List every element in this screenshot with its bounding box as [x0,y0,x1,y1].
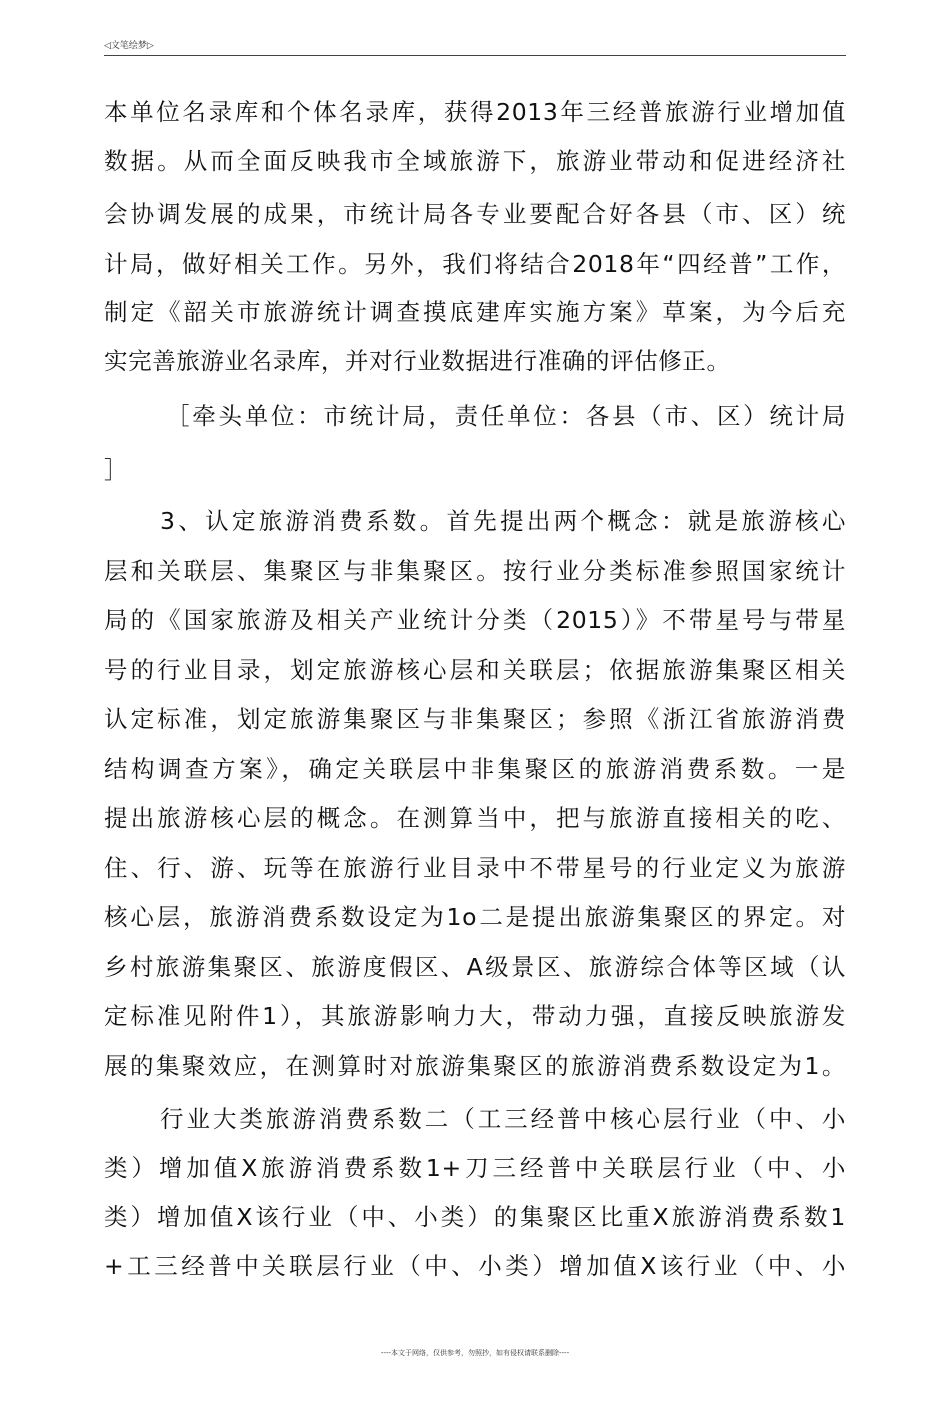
text-line: 住、行、游、玩等在旅游行业目录中不带星号的行业定义为旅游 [104,854,846,882]
text-line: 号的行业目录，划定旅游核心层和关联层；依据旅游集聚区相关 [104,656,846,684]
text-line: 展的集聚效应，在测算时对旅游集聚区的旅游消费系数设定为1。 [104,1052,846,1080]
text-line: 制定《韶关市旅游统计调查摸底建库实施方案》草案，为今后充 [104,298,846,326]
text-line: 实完善旅游业名录库，并对行业数据进行准确的评估修正。 [104,347,731,375]
text-line: 结构调查方案》，确定关联层中非集聚区的旅游消费系数。一是 [104,755,846,783]
text-line: 3、认定旅游消费系数。首先提出两个概念：就是旅游核心 [160,507,846,535]
text-line: 类）增加值X该行业（中、小类）的集聚区比重X旅游消费系数1 [104,1203,846,1231]
text-line: 提出旅游核心层的概念。在测算当中，把与旅游直接相关的吃、 [104,804,846,832]
page-header: ◁文笔绘梦▷ [104,41,154,51]
page-footer: ----本文于网络，仅供参考，勿照抄，如有侵权请联系删除---- [380,1349,570,1357]
text-line: 类）增加值X旅游消费系数1+刀三经普中关联层行业（中、小 [104,1154,846,1182]
text-line: 局的《国家旅游及相关产业统计分类（2015）》不带星号与带星 [104,606,846,634]
text-line: +工三经普中关联层行业（中、小类）增加值X该行业（中、小 [104,1252,846,1280]
text-line: 数据。从而全面反映我市全域旅游下，旅游业带动和促进经济社 [104,147,846,175]
text-line: ］ [104,456,129,484]
text-line: 层和关联层、集聚区与非集聚区。按行业分类标准参照国家统计 [104,557,846,585]
text-line: 核心层，旅游消费系数设定为1o二是提出旅游集聚区的界定。对 [104,903,846,931]
header-divider [104,55,846,56]
text-line: 行业大类旅游消费系数二（工三经普中核心层行业（中、小 [160,1105,846,1133]
text-line: 本单位名录库和个体名录库，获得2013年三经普旅游行业增加值 [104,98,846,126]
text-line: 会协调发展的成果，市统计局各专业要配合好各县（市、区）统 [104,200,846,228]
text-line: 计局，做好相关工作。另外，我们将结合2018年“四经普”工作， [104,250,846,278]
text-line: 定标准见附件1），其旅游影响力大，带动力强，直接反映旅游发 [104,1002,846,1030]
text-line: 乡村旅游集聚区、旅游度假区、A级景区、旅游综合体等区域（认 [104,953,846,981]
text-line: ［牵头单位：市统计局，责任单位：各县（市、区）统计局 [166,402,846,430]
text-line: 认定标准，划定旅游集聚区与非集聚区；参照《浙江省旅游消费 [104,705,846,733]
